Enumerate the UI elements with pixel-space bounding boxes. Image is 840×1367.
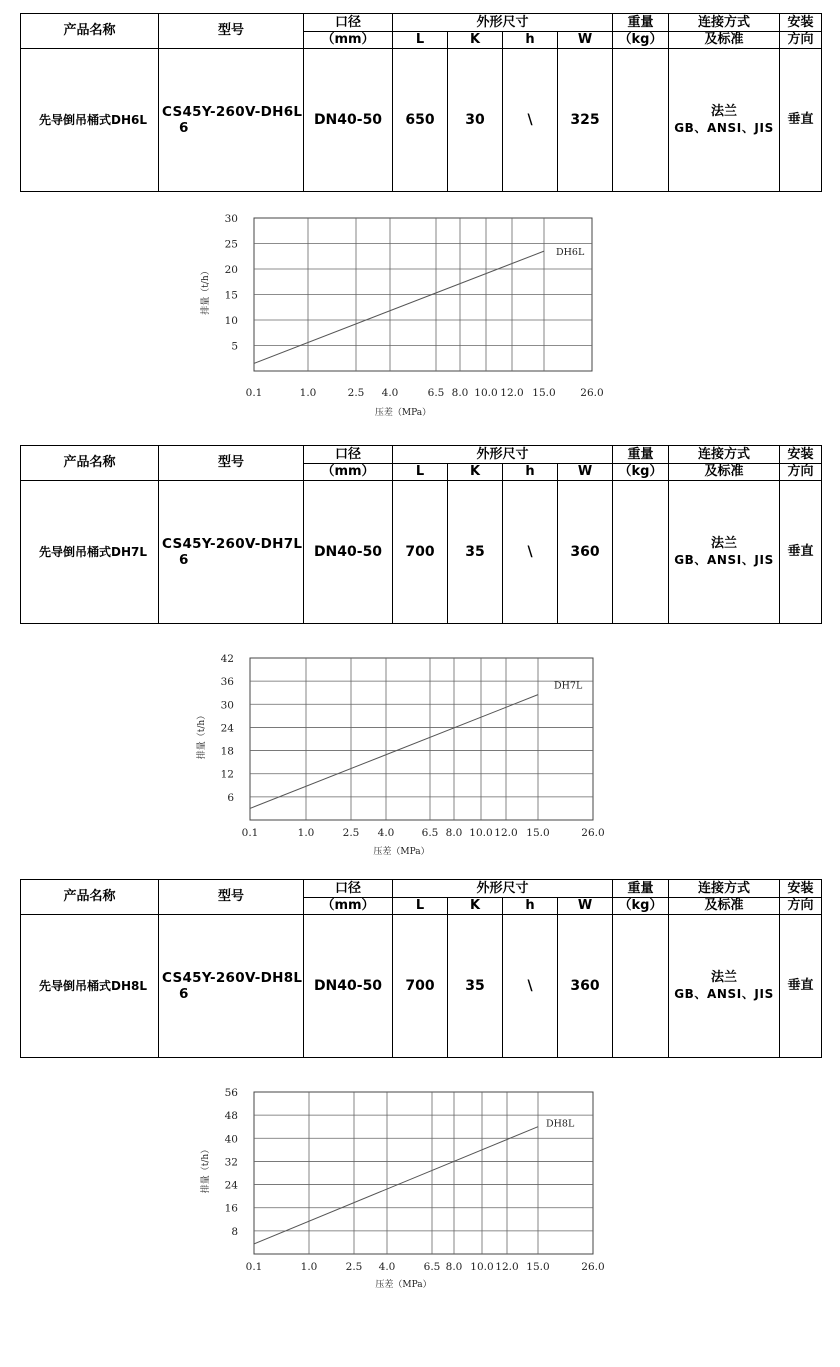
- x-tick-label: 15.0: [526, 827, 550, 839]
- plot-frame: [254, 1092, 593, 1254]
- product-diameter: DN40-50: [304, 481, 393, 624]
- connection-type: 法兰: [711, 536, 738, 551]
- product-model: [159, 915, 304, 1058]
- header-install-direction: 方向: [780, 898, 822, 915]
- y-tick-label: 48: [224, 1110, 238, 1123]
- x-tick-label: 4.0: [377, 827, 395, 839]
- header-connection: 连接方式: [669, 880, 780, 898]
- header-connection-standard: 及标准: [669, 898, 780, 915]
- x-tick-label: 15.0: [526, 1261, 550, 1273]
- product-dim-h: \: [503, 915, 558, 1058]
- product-connection: [669, 915, 780, 1058]
- model-line-1: CS45Y-260V-DH8L: [162, 970, 303, 986]
- spec-table-dh8l: [20, 879, 822, 1058]
- x-axis-label: 压差（MPa）: [375, 1280, 432, 1290]
- x-tick-label: 12.0: [494, 827, 518, 839]
- header-dim-l: L: [393, 32, 448, 49]
- header-dimensions: 外形尺寸: [393, 14, 613, 32]
- plot-frame: [250, 658, 593, 820]
- header-weight: 重量: [613, 446, 669, 464]
- y-tick-label: 30: [224, 213, 238, 225]
- product-name: 先导倒吊桶式DH7L: [21, 481, 159, 624]
- x-tick-label: 12.0: [495, 1261, 519, 1273]
- header-dim-w: W: [558, 464, 613, 481]
- model-line-2: 6: [179, 552, 189, 568]
- header-install-direction: 方向: [780, 32, 822, 49]
- series-line-dh8l: [254, 1127, 538, 1244]
- connection-type: 法兰: [711, 104, 738, 119]
- connection-type: 法兰: [711, 970, 738, 985]
- series-line-dh7l: [250, 695, 538, 809]
- y-tick-label: 56: [224, 1087, 238, 1099]
- y-tick-label: 18: [220, 745, 234, 758]
- header-dim-h: h: [503, 464, 558, 481]
- x-tick-label: 1.0: [300, 1261, 318, 1273]
- product-install: 垂直: [780, 49, 822, 192]
- product-dim-k: 35: [448, 481, 503, 624]
- product-install: 垂直: [780, 915, 822, 1058]
- x-tick-label: 0.1: [241, 827, 259, 839]
- product-diameter: DN40-50: [304, 49, 393, 192]
- y-tick-label: 6: [227, 791, 234, 804]
- header-model: 型号: [159, 14, 304, 49]
- header-connection-standard: 及标准: [669, 32, 780, 49]
- product-dim-w: 360: [558, 915, 613, 1058]
- x-tick-label: 4.0: [381, 387, 399, 399]
- product-weight: [613, 49, 669, 192]
- header-dim-w: W: [558, 32, 613, 49]
- y-tick-label: 12: [220, 768, 234, 781]
- chart-dh7l: [0, 645, 840, 865]
- x-tick-label: 10.0: [474, 387, 498, 399]
- series-label: DH8L: [546, 1118, 575, 1130]
- x-tick-label: 10.0: [470, 1261, 494, 1273]
- x-tick-label: 4.0: [378, 1261, 396, 1273]
- header-product-name: 产品名称: [21, 14, 159, 49]
- model-line-1: CS45Y-260V-DH6L: [162, 104, 303, 120]
- header-weight-unit: （kg）: [613, 898, 669, 915]
- header-dim-l: L: [393, 898, 448, 915]
- x-tick-label: 26.0: [580, 387, 604, 399]
- header-dim-l: L: [393, 464, 448, 481]
- x-tick-label: 12.0: [500, 387, 524, 399]
- x-tick-label: 26.0: [581, 827, 605, 839]
- chart-dh6l: [0, 205, 840, 425]
- header-diameter: 口径: [304, 880, 393, 898]
- x-tick-label: 26.0: [581, 1261, 605, 1273]
- header-weight-unit: （kg）: [613, 32, 669, 49]
- product-install: 垂直: [780, 481, 822, 624]
- series-label: DH7L: [554, 680, 583, 692]
- header-model: 型号: [159, 446, 304, 481]
- header-install: 安装: [780, 446, 822, 464]
- model-line-2: 6: [179, 986, 189, 1002]
- x-tick-label: 2.5: [345, 1261, 363, 1273]
- x-tick-label: 0.1: [245, 1261, 263, 1273]
- header-dim-h: h: [503, 898, 558, 915]
- product-weight: [613, 915, 669, 1058]
- y-tick-label: 25: [224, 238, 238, 251]
- header-diameter-unit: （mm）: [304, 32, 393, 49]
- product-dim-l: 650: [393, 49, 448, 192]
- product-connection: [669, 481, 780, 624]
- header-dimensions: 外形尺寸: [393, 880, 613, 898]
- x-axis-label: 压差（MPa）: [373, 847, 430, 857]
- product-dim-l: 700: [393, 915, 448, 1058]
- x-tick-label: 6.5: [423, 1261, 441, 1273]
- x-tick-label: 10.0: [469, 827, 493, 839]
- header-install: 安装: [780, 880, 822, 898]
- connection-standard: GB、ANSI、JIS: [674, 121, 774, 135]
- header-diameter-unit: （mm）: [304, 464, 393, 481]
- y-tick-label: 5: [231, 340, 238, 353]
- product-model: [159, 49, 304, 192]
- y-tick-label: 30: [220, 699, 234, 712]
- header-dim-k: K: [448, 464, 503, 481]
- product-diameter: DN40-50: [304, 915, 393, 1058]
- spec-table-dh6l: [20, 13, 822, 192]
- chart-dh8l: [0, 1080, 840, 1300]
- x-tick-label: 8.0: [445, 1261, 463, 1273]
- header-weight: 重量: [613, 14, 669, 32]
- header-product-name: 产品名称: [21, 880, 159, 915]
- header-dim-k: K: [448, 898, 503, 915]
- x-tick-label: 8.0: [451, 387, 469, 399]
- product-name: 先导倒吊桶式DH6L: [21, 49, 159, 192]
- product-weight: [613, 481, 669, 624]
- product-connection: [669, 49, 780, 192]
- product-name: 先导倒吊桶式DH8L: [21, 915, 159, 1058]
- y-axis-label: 排量（t/h）: [201, 1144, 211, 1194]
- header-install-direction: 方向: [780, 464, 822, 481]
- product-model: [159, 481, 304, 624]
- x-axis-label: 压差（MPa）: [374, 408, 432, 418]
- x-tick-label: 1.0: [299, 387, 317, 399]
- product-dim-h: \: [503, 49, 558, 192]
- header-connection: 连接方式: [669, 446, 780, 464]
- x-tick-label: 6.5: [427, 387, 445, 399]
- x-tick-label: 2.5: [347, 387, 365, 399]
- header-diameter: 口径: [304, 14, 393, 32]
- header-model: 型号: [159, 880, 304, 915]
- x-tick-label: 15.0: [532, 387, 556, 399]
- x-tick-label: 6.5: [421, 827, 439, 839]
- product-dim-h: \: [503, 481, 558, 624]
- x-tick-label: 0.1: [245, 387, 263, 399]
- header-install: 安装: [780, 14, 822, 32]
- header-dimensions: 外形尺寸: [393, 446, 613, 464]
- y-tick-label: 32: [224, 1156, 238, 1169]
- series-line-dh6l: [254, 251, 544, 363]
- header-weight-unit: （kg）: [613, 464, 669, 481]
- header-dim-k: K: [448, 32, 503, 49]
- x-tick-label: 1.0: [297, 827, 315, 839]
- y-tick-label: 16: [224, 1202, 238, 1215]
- connection-standard: GB、ANSI、JIS: [674, 987, 774, 1001]
- product-dim-w: 325: [558, 49, 613, 192]
- header-dim-h: h: [503, 32, 558, 49]
- y-tick-label: 24: [220, 722, 234, 735]
- y-tick-label: 24: [224, 1179, 238, 1192]
- y-tick-label: 8: [231, 1225, 238, 1238]
- product-dim-l: 700: [393, 481, 448, 624]
- product-dim-k: 30: [448, 49, 503, 192]
- y-tick-label: 10: [224, 315, 238, 327]
- header-diameter-unit: （mm）: [304, 898, 393, 915]
- spec-table-dh7l: [20, 445, 822, 624]
- series-label: DH6L: [556, 247, 585, 259]
- product-dim-k: 35: [448, 915, 503, 1058]
- y-tick-label: 20: [224, 264, 238, 276]
- y-tick-label: 15: [224, 289, 238, 302]
- y-axis-label: 排量（t/h）: [197, 710, 207, 760]
- y-axis-label: 排量（t/h）: [201, 266, 211, 315]
- y-tick-label: 40: [224, 1133, 238, 1146]
- header-weight: 重量: [613, 880, 669, 898]
- product-dim-w: 360: [558, 481, 613, 624]
- header-connection: 连接方式: [669, 14, 780, 32]
- y-tick-label: 36: [220, 676, 234, 689]
- header-diameter: 口径: [304, 446, 393, 464]
- connection-standard: GB、ANSI、JIS: [674, 553, 774, 567]
- y-tick-label: 42: [220, 653, 234, 665]
- x-tick-label: 2.5: [342, 827, 360, 839]
- header-dim-w: W: [558, 898, 613, 915]
- header-product-name: 产品名称: [21, 446, 159, 481]
- model-line-1: CS45Y-260V-DH7L: [162, 536, 303, 552]
- model-line-2: 6: [179, 120, 189, 136]
- header-connection-standard: 及标准: [669, 464, 780, 481]
- x-tick-label: 8.0: [445, 827, 463, 839]
